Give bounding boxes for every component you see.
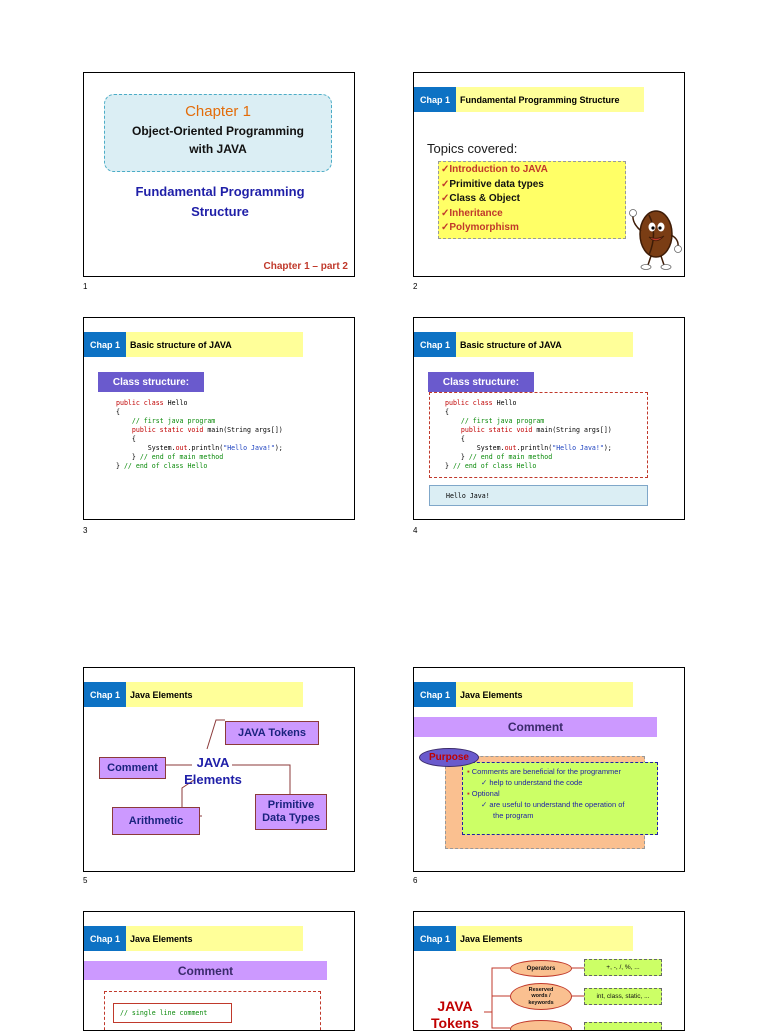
slide-title: Java Elements bbox=[126, 926, 303, 951]
output-box bbox=[429, 485, 648, 506]
coffee-bean-mascot-icon bbox=[624, 205, 684, 271]
check-icon: ✓ bbox=[441, 178, 450, 190]
square-bullet-icon: ▪ bbox=[467, 767, 472, 776]
sub-bullet-item: ✓ are useful to understand the operation of bbox=[481, 800, 625, 809]
comment-bar: Comment bbox=[414, 717, 657, 737]
slide-title: Java Elements bbox=[456, 682, 633, 707]
topic-item: ✓Inheritance bbox=[441, 207, 503, 219]
chap-label: Chap 1 bbox=[84, 926, 126, 951]
slide-8[interactable] bbox=[413, 911, 685, 1031]
slide-title: Fundamental Programming Structure bbox=[456, 87, 644, 112]
slide-5[interactable] bbox=[83, 667, 355, 872]
operators-example: +, -, /, %, ... bbox=[584, 959, 662, 976]
slide-3[interactable] bbox=[83, 317, 355, 520]
topic-item: ✓Polymorphism bbox=[441, 222, 519, 233]
purpose-oval: Purpose bbox=[419, 748, 479, 767]
java-tokens-heading: JAVA Tokens bbox=[431, 998, 479, 1031]
title-box bbox=[104, 94, 332, 172]
chap-label: Chap 1 bbox=[414, 926, 456, 951]
topics-box bbox=[438, 161, 626, 239]
chap-label: Chap 1 bbox=[414, 332, 456, 357]
topics-heading: Topics covered: bbox=[427, 141, 518, 156]
slide-7[interactable] bbox=[83, 911, 355, 1031]
square-bullet-icon: ▪ bbox=[467, 789, 472, 798]
check-icon: ✓ bbox=[441, 207, 450, 219]
code-block: public class Hello { // first java program public static void main(String args[]) { System.out.println("Hello Java!"); } // end of main method } // end of class Hello bbox=[116, 399, 283, 470]
topic-item: ✓Primitive data types bbox=[441, 178, 544, 190]
comment-bar: Comment bbox=[84, 961, 327, 980]
arithmetic-box: Arithmetic bbox=[112, 807, 200, 835]
slide-title: Java Elements bbox=[456, 926, 633, 951]
comment-box: Comment bbox=[99, 757, 166, 779]
slide-2[interactable] bbox=[413, 72, 685, 277]
output-text: Hello Java! bbox=[446, 491, 490, 500]
slide-number: 4 bbox=[413, 526, 418, 535]
slide-4[interactable] bbox=[413, 317, 685, 520]
slide-number: 1 bbox=[83, 282, 88, 291]
java-elements-center: JAVA Elements bbox=[184, 755, 242, 787]
single-line-comment: // single line comment bbox=[120, 1009, 208, 1017]
bullet-item: ▪ Optional bbox=[467, 789, 500, 798]
class-structure-label: Class structure: bbox=[98, 372, 204, 392]
code-inner-frame bbox=[113, 1003, 232, 1023]
chap-label: Chap 1 bbox=[84, 682, 126, 707]
chap-label: Chap 1 bbox=[414, 682, 456, 707]
check-icon: ✓ bbox=[441, 193, 450, 204]
slide-title: Java Elements bbox=[126, 682, 303, 707]
sub-bullet-item: ✓ help to understand the code bbox=[481, 778, 583, 787]
slide-1[interactable] bbox=[83, 72, 355, 277]
check-icon: ✓ bbox=[441, 222, 450, 233]
sub-bullet-item-cont: the program bbox=[493, 811, 534, 820]
slide-number: 2 bbox=[413, 282, 418, 291]
topic-item: ✓Class & Object bbox=[441, 193, 520, 204]
slide-title: Basic structure of JAVA bbox=[456, 332, 633, 357]
java-tokens-box: JAVA Tokens bbox=[225, 721, 319, 745]
token-example bbox=[584, 1022, 662, 1031]
primitive-data-types-box: Primitive Data Types bbox=[255, 794, 327, 830]
check-icon: ✓ bbox=[441, 164, 450, 175]
reserved-words-example: int, class, static, ... bbox=[584, 988, 662, 1005]
chap-label: Chap 1 bbox=[84, 332, 126, 357]
slide-number: 3 bbox=[83, 526, 88, 535]
slide-number: 5 bbox=[83, 876, 88, 885]
check-icon: ✓ bbox=[481, 800, 490, 809]
chap-label: Chap 1 bbox=[414, 87, 456, 112]
bullet-item: ▪ Comments are beneficial for the programmer bbox=[467, 767, 621, 776]
reserved-words-oval: Reserved words / keywords bbox=[510, 983, 572, 1010]
subtitle-line2: Structure bbox=[191, 204, 249, 219]
topic-item: ✓Introduction to JAVA bbox=[441, 164, 548, 175]
code-block: public class Hello { // first java program public static void main(String args[]) { System.out.println("Hello Java!"); } // end of main method } // end of class Hello bbox=[445, 399, 612, 470]
slide-title: Basic structure of JAVA bbox=[126, 332, 303, 357]
slide-number: 6 bbox=[413, 876, 418, 885]
operators-oval: Operators bbox=[510, 960, 572, 977]
slide-6[interactable] bbox=[413, 667, 685, 872]
purpose-panel bbox=[462, 762, 658, 835]
token-oval bbox=[510, 1020, 572, 1031]
chapter-footer: Chapter 1 – part 2 bbox=[263, 261, 348, 272]
chapter-title: Chapter 1 bbox=[185, 103, 251, 120]
course-title-line1: Object-Oriented Programming bbox=[131, 124, 305, 138]
class-structure-label: Class structure: bbox=[428, 372, 534, 392]
subtitle-line1: Fundamental Programming bbox=[135, 184, 305, 199]
course-title-line2: with JAVA bbox=[189, 142, 247, 156]
check-icon: ✓ bbox=[481, 778, 490, 787]
